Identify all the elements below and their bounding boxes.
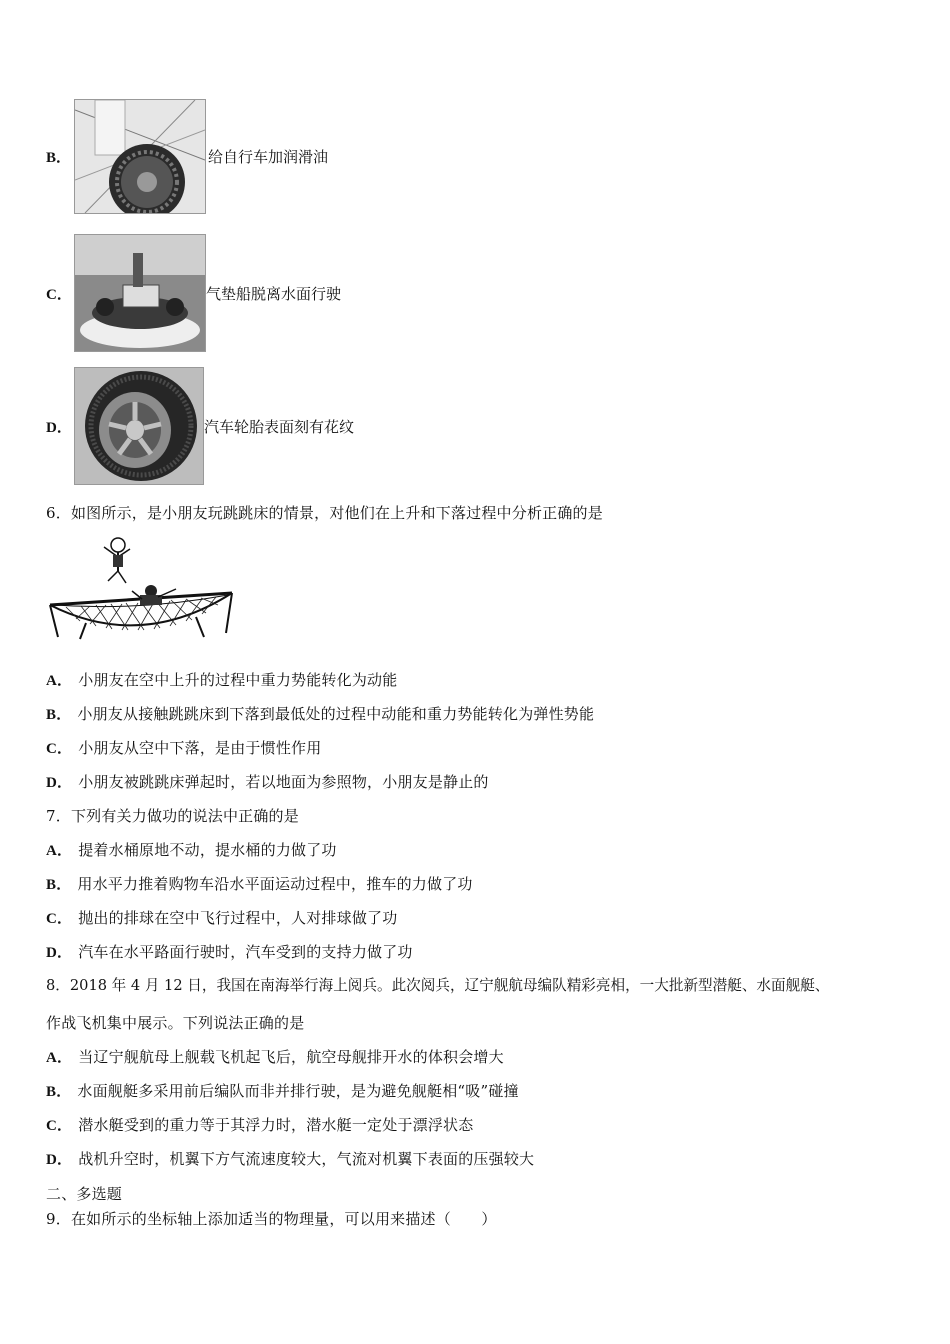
option-text: 用水平力推着购物车沿水平面运动过程中，推车的力做了功: [77, 875, 473, 893]
option-letter: D．: [46, 775, 73, 791]
option-letter: A．: [46, 1050, 73, 1066]
q6-option-d: [46, 772, 489, 793]
option-letter: B．: [46, 877, 72, 893]
trampoline-children-drawing: [46, 533, 236, 643]
q8-stem-line1: 8．2018 年 4 月 12 日，我国在南海举行海上阅兵。此次阅兵，辽宁舰航母编队精彩亮相，一大批新型潜艇、水面舰艇、: [46, 977, 830, 994]
hovercraft-photo: [74, 234, 206, 352]
q5-option-c: [46, 234, 341, 352]
option-text: 小朋友从接触跳跳床到下落到最低处的过程中动能和重力势能转化为弹性势能: [77, 705, 595, 723]
q7-option-c: [46, 908, 397, 929]
q7-option-d: [46, 942, 413, 963]
option-letter: C．: [46, 741, 73, 757]
option-text: 水面舰艇多采用前后编队而非并排行驶，是为避免舰艇相“吸”碰撞: [77, 1082, 519, 1100]
q7-option-a: [46, 840, 337, 861]
option-caption: 汽车轮胎表面刻有花纹: [204, 417, 355, 436]
q8-option-b: [46, 1081, 519, 1102]
option-letter: B．: [46, 1084, 72, 1100]
option-letter: B．: [46, 150, 72, 166]
option-letter: C．: [46, 1118, 73, 1134]
option-text: 汽车在水平路面行驶时，汽车受到的支持力做了功: [78, 943, 413, 961]
q8-option-a: [46, 1047, 504, 1068]
q7-stem: 7．下列有关力做功的说法中正确的是: [46, 807, 299, 825]
q5-option-b: [46, 99, 328, 214]
q8-stem-line2: 作战飞机集中展示。下列说法正确的是: [46, 1014, 305, 1032]
option-text: 小朋友从空中下落，是由于惯性作用: [78, 739, 322, 757]
q8-option-c: [46, 1115, 473, 1136]
option-text: 小朋友被跳跳床弹起时，若以地面为参照物，小朋友是静止的: [78, 773, 489, 791]
option-text: 抛出的排球在空中飞行过程中，人对排球做了功: [78, 909, 398, 927]
q5-option-d: [46, 367, 354, 485]
q6-stem: 6．如图所示，是小朋友玩跳跳床的情景，对他们在上升和下落过程中分析正确的是: [46, 504, 603, 522]
option-letter: B．: [46, 707, 72, 723]
option-caption: 给自行车加润滑油: [208, 148, 329, 166]
option-letter: A．: [46, 843, 73, 859]
car-tire-photo: [74, 367, 204, 485]
option-letter: D．: [46, 419, 72, 436]
q8-option-d: [46, 1149, 534, 1170]
option-text: 提着水桶原地不动，提水桶的力做了功: [78, 841, 337, 859]
option-letter: A．: [46, 673, 73, 689]
option-caption: 气垫船脱离水面行驶: [206, 284, 342, 303]
option-text: 小朋友在空中上升的过程中重力势能转化为动能: [78, 671, 398, 689]
option-text: 当辽宁舰航母上舰载飞机起飞后，航空母舰排开水的体积会增大: [78, 1048, 504, 1066]
section-heading: 二、多选题: [46, 1185, 123, 1203]
q6-option-b: [46, 704, 594, 725]
option-text: 潜水艇受到的重力等于其浮力时，潜水艇一定处于漂浮状态: [78, 1116, 474, 1134]
q7-option-b: [46, 874, 473, 895]
q6-option-c: [46, 738, 321, 759]
q6-option-a: [46, 670, 397, 691]
option-letter: C．: [46, 911, 73, 927]
q9-stem: 9．在如所示的坐标轴上添加适当的物理量，可以用来描述（ ）: [46, 1210, 497, 1228]
option-letter: D．: [46, 1152, 73, 1168]
bicycle-gear-oiling-photo: [74, 99, 206, 214]
option-letter: C．: [46, 286, 72, 303]
option-text: 战机升空时，机翼下方气流速度较大，气流对机翼下表面的压强较大: [78, 1150, 535, 1168]
option-letter: D．: [46, 945, 73, 961]
